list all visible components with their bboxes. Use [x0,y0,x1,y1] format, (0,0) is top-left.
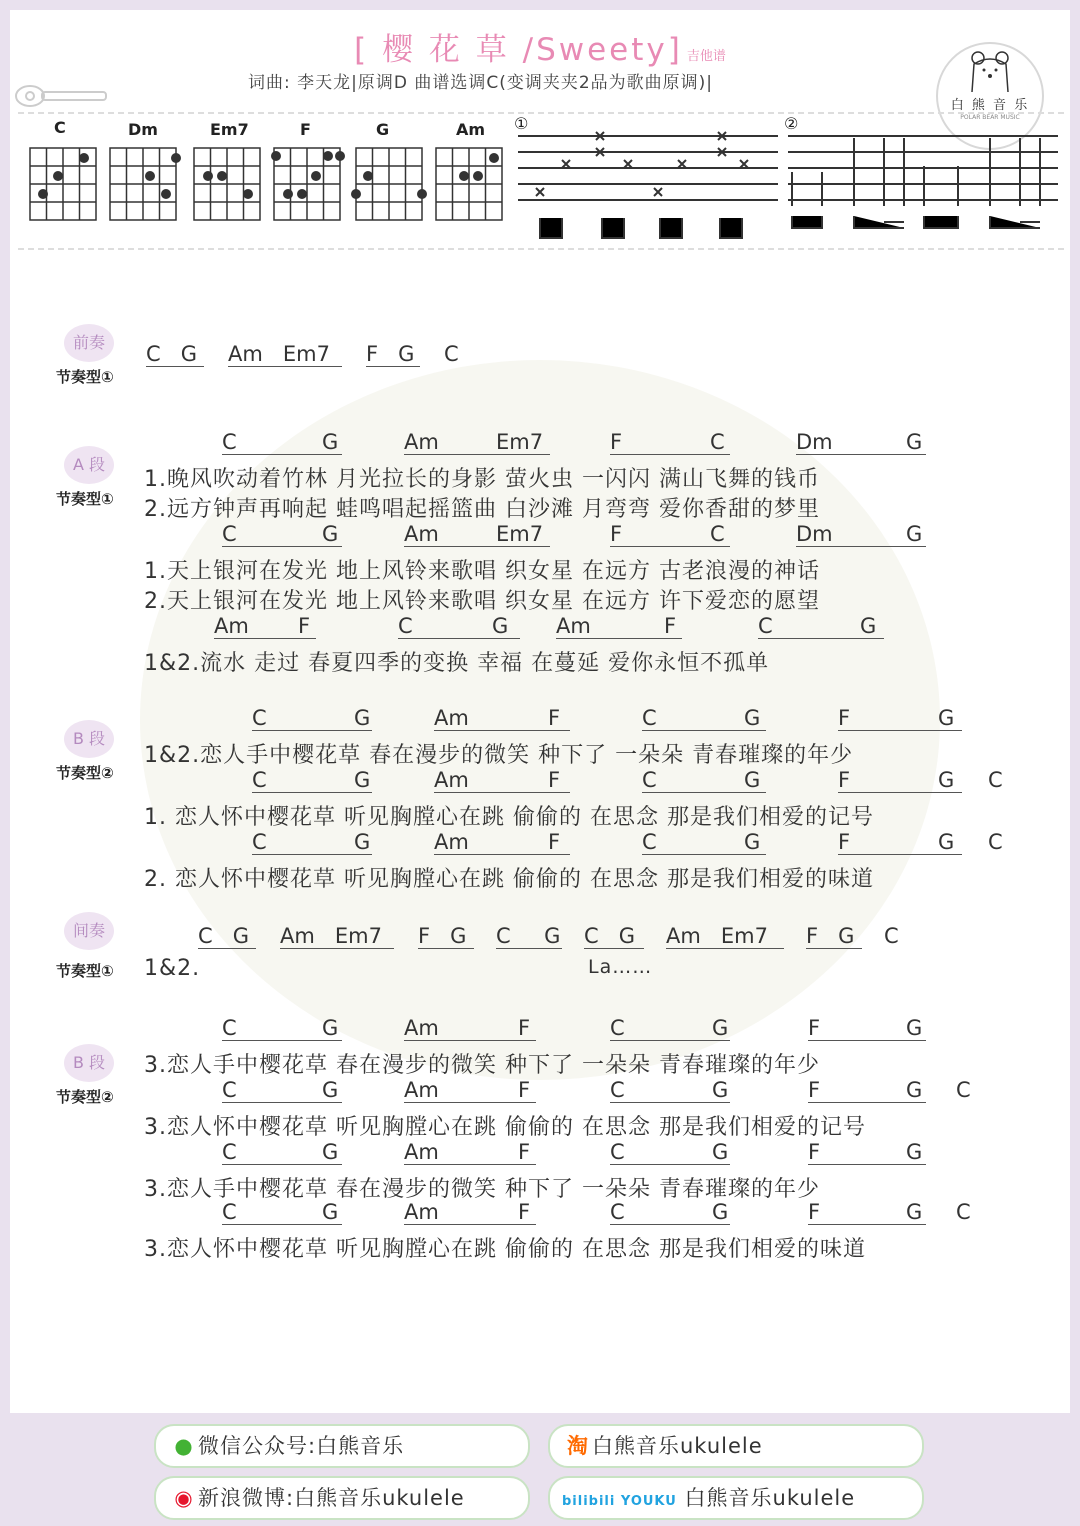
song-title: [ 樱 花 草 /Sweety] 吉他谱 [354,32,726,68]
chord-diagrams [18,112,1064,246]
wechat-link[interactable]: ● 微信公众号:白熊音乐 [154,1424,530,1468]
ukulele-icon [12,84,112,108]
b2-lyric-4: 3.恋人怀中樱花草 听见胸膛心在跳 偷偷的 在思念 那是我们相爱的味道 [144,1237,866,1262]
taobao-link[interactable]: 淘 白熊音乐ukulele [548,1424,924,1468]
chord-name-c: C [54,118,66,137]
section-rhythm-interlude: 节奏型① [56,962,114,980]
section-badge-interlude: 间奏 [64,912,114,950]
bear-icon [960,48,1020,94]
interlude-lead: 1&2. [144,956,201,981]
a-lyric-5: 1&2.流水 走过 春夏四季的变换 幸福 在蔓延 爱你永恒不孤单 [144,651,770,676]
chord-name-em7: Em7 [210,120,249,139]
wechat-icon: ● [174,1434,194,1458]
interlude-la: La…… [588,956,653,978]
b2-lyric-1: 3.恋人手中樱花草 春在漫步的微笑 种下了 一朵朵 青春璀璨的年少 [144,1053,820,1078]
chord-name-dm: Dm [128,120,158,139]
b2-lyric-3: 3.恋人手中樱花草 春在漫步的微笑 种下了 一朵朵 青春璀璨的年少 [144,1177,820,1202]
section-rhythm-intro: 节奏型① [56,368,114,386]
a-lyric-3: 1.天上银河在发光 地上风铃来歌唱 织女星 在远方 古老浪漫的神话 [144,559,820,584]
b1-lyric-2: 1. 恋人怀中樱花草 听见胸膛心在跳 偷偷的 在思念 那是我们相爱的记号 [144,805,874,830]
chord-name-f: F [300,120,311,139]
b2-lyric-2: 3.恋人怀中樱花草 听见胸膛心在跳 偷偷的 在思念 那是我们相爱的记号 [144,1115,866,1140]
polar-bear-logo: 白 熊 音 乐 POLAR BEAR MUSIC [936,42,1044,150]
b1-lyric-3: 2. 恋人怀中樱花草 听见胸膛心在跳 偷偷的 在思念 那是我们相爱的味道 [144,867,874,892]
section-rhythm-a: 节奏型① [56,490,114,508]
b1-lyric-1: 1&2.恋人手中樱花草 春在漫步的微笑 种下了 一朵朵 青春璀璨的年少 [144,743,854,768]
bilibili-youku-icon: bilibili YOUKU [562,1494,677,1509]
section-badge-a: A 段 [64,446,114,484]
weibo-icon: ◉ [174,1486,194,1510]
a-lyric-2: 2.远方钟声再响起 蛙鸣唱起摇篮曲 白沙滩 月弯弯 爱你香甜的梦里 [144,497,820,522]
video-link[interactable]: bilibili YOUKU 白熊音乐ukulele [548,1476,924,1520]
a-lyric-4: 2.天上银河在发光 地上风铃来歌唱 织女星 在远方 许下爱恋的愿望 [144,589,820,614]
section-badge-intro: 前奏 [64,324,114,362]
weibo-link[interactable]: ◉ 新浪微博:白熊音乐ukulele [154,1476,530,1520]
chord-name-g: G [376,120,390,139]
song-credits: 词曲: 李天龙|原调D 曲谱选调C(变调夹夹2品为歌曲原调)| [248,73,714,93]
taobao-icon: 淘 [567,1434,589,1458]
chord-name-am: Am [456,120,486,139]
section-rhythm-b1: 节奏型② [56,764,114,782]
section-rhythm-b2: 节奏型② [56,1088,114,1106]
section-badge-b1: B 段 [64,720,114,758]
rhythm-label-one: ① [514,114,529,133]
section-badge-b2: B 段 [64,1044,114,1082]
rhythm-label-two: ② [784,114,799,133]
a-lyric-1: 1.晚风吹动着竹林 月光拉长的身影 萤火虫 一闪闪 满山飞舞的钱币 [144,467,820,492]
